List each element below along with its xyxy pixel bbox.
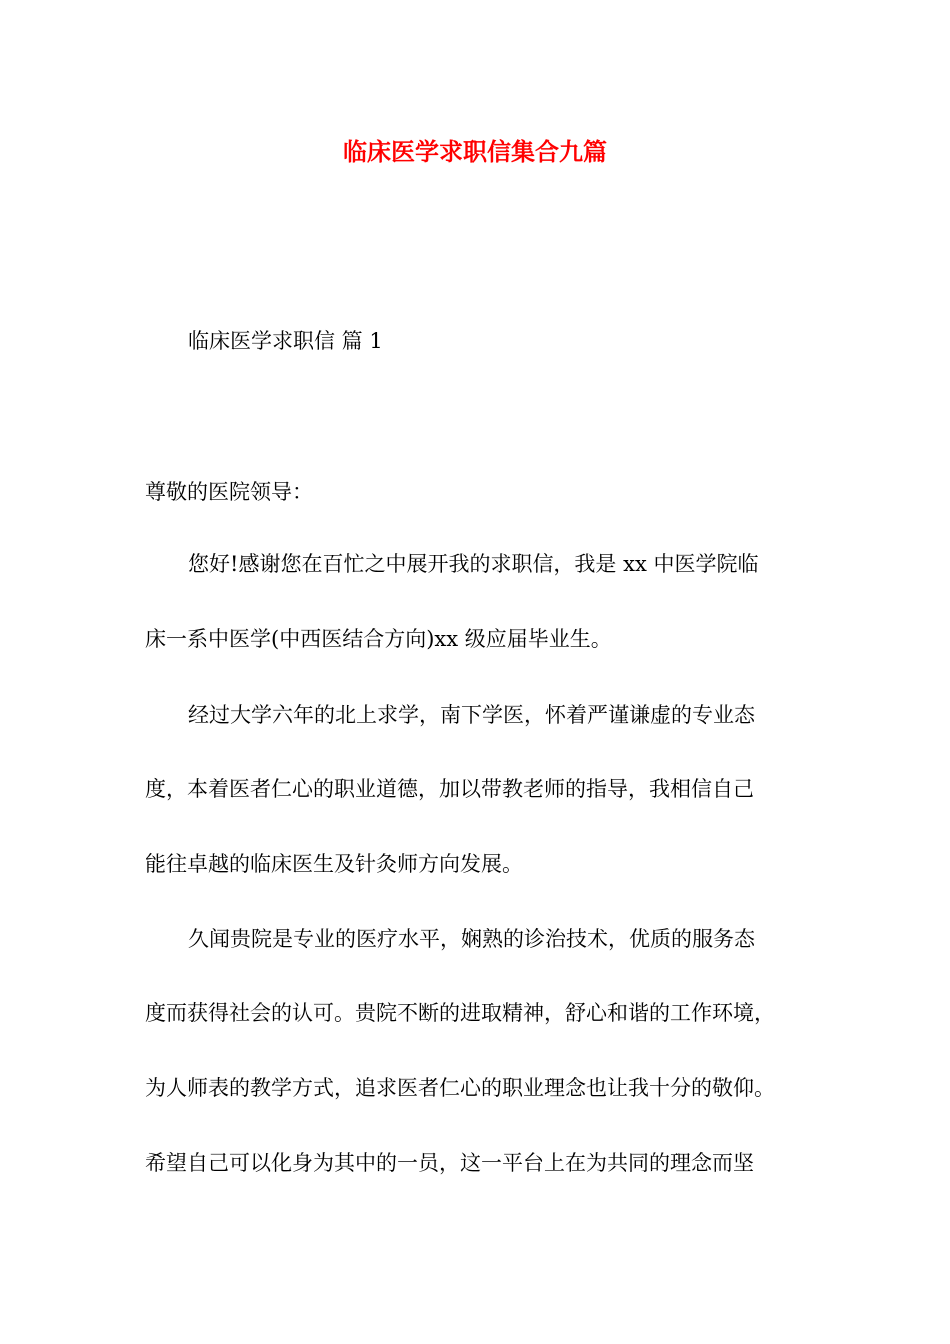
body-line-8: 为人师表的教学方式，追求医者仁心的职业理念也让我十分的敬仰。	[145, 1076, 775, 1100]
body-line-4: 度，本着医者仁心的职业道德，加以带教老师的指导，我相信自己	[145, 777, 754, 801]
body-line-5: 能往卓越的临床医生及针灸师方向发展。	[145, 852, 523, 876]
body-line-6: 久闻贵院是专业的医疗水平，娴熟的诊治技术，优质的服务态	[188, 927, 755, 951]
body-line-1: 您好!感谢您在百忙之中展开我的求职信，我是 xx 中医学院临	[188, 552, 759, 576]
section-heading: 临床医学求职信 篇 1	[188, 329, 383, 353]
body-line-2: 床一系中医学(中西医结合方向)xx 级应届毕业生。	[145, 627, 612, 651]
body-line-9: 希望自己可以化身为其中的一员，这一平台上在为共同的理念而坚	[145, 1151, 754, 1175]
body-line-3: 经过大学六年的北上求学，南下学医，怀着严谨谦虚的专业态	[188, 703, 755, 727]
salutation: 尊敬的医院领导：	[145, 480, 313, 504]
document-title: 临床医学求职信集合九篇	[343, 137, 607, 166]
body-line-7: 度而获得社会的认可。贵院不断的进取精神，舒心和谐的工作环境，	[145, 1001, 775, 1025]
